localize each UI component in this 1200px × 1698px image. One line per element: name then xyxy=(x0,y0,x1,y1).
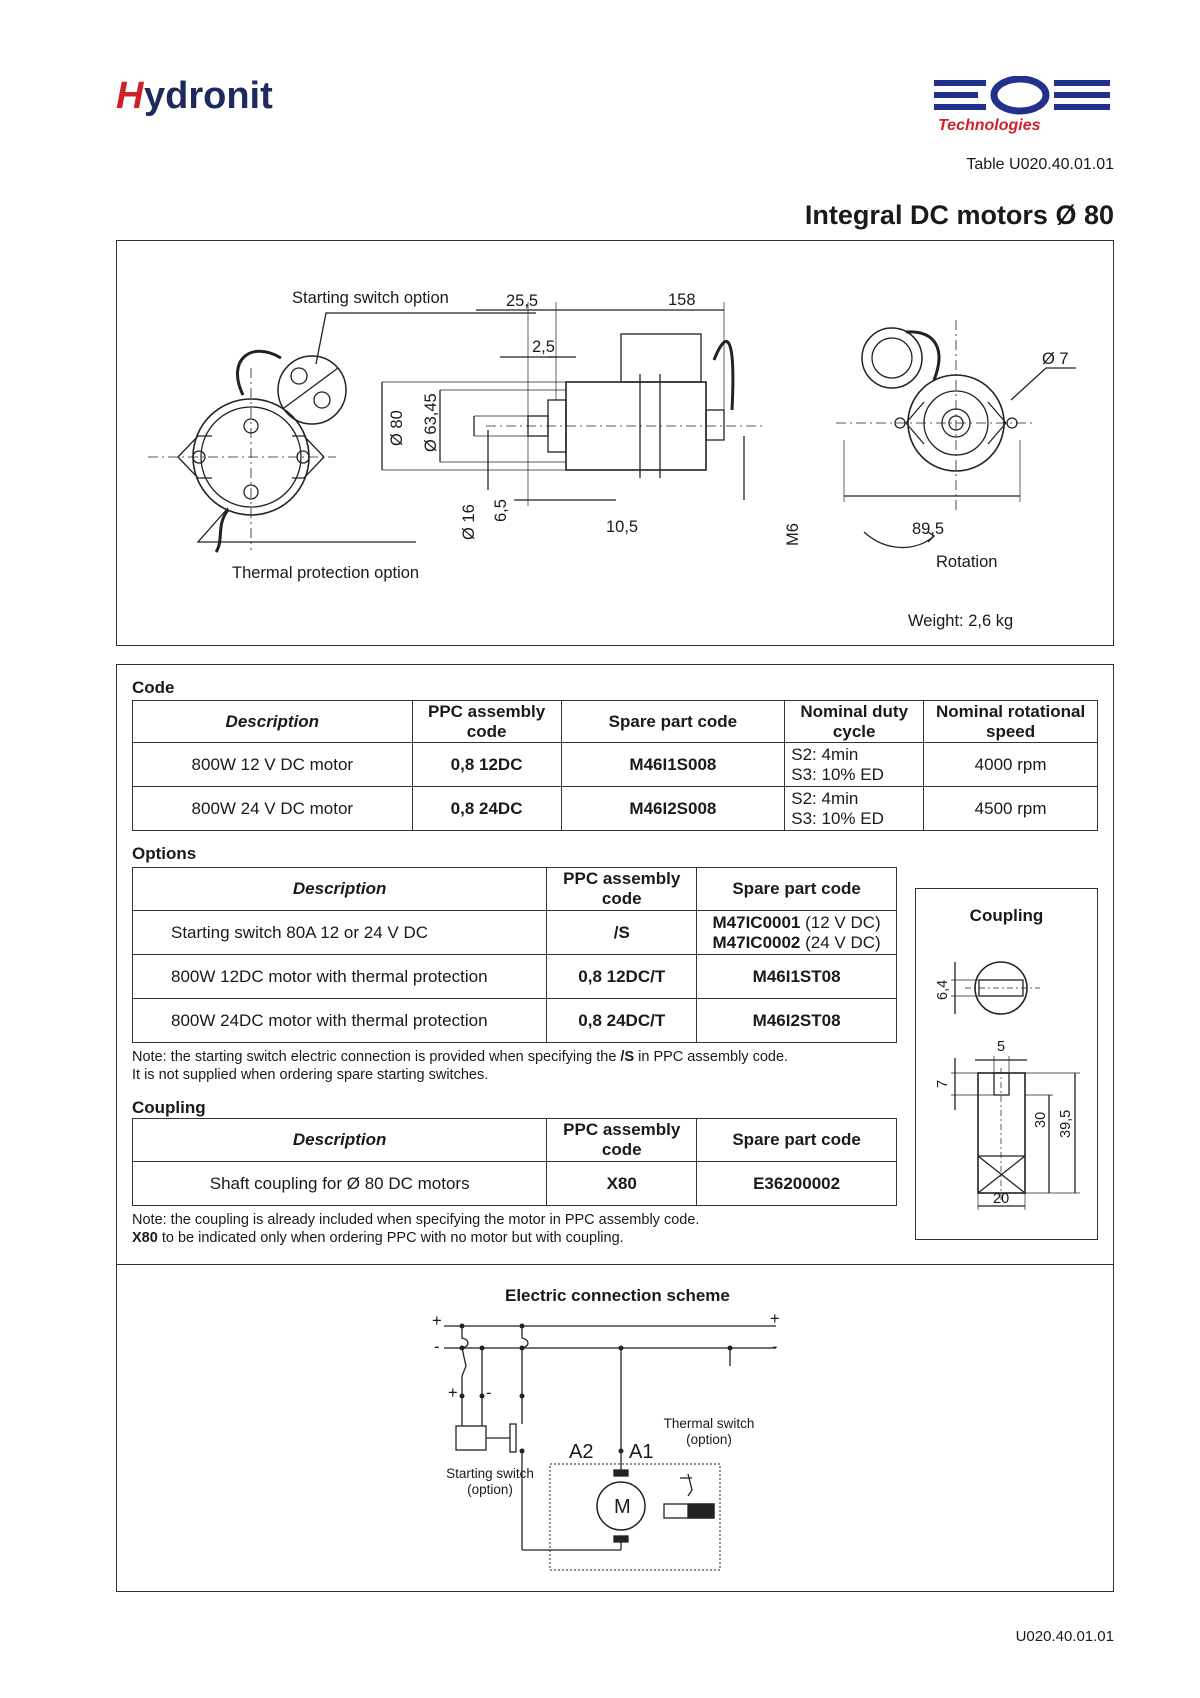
options-row-spare: M46I1ST08 xyxy=(697,955,897,999)
thermal-protection-option-label: Thermal protection option xyxy=(232,564,420,582)
starting-switch-label: Starting switch xyxy=(446,1466,534,1481)
options-note-text: in PPC assembly code. xyxy=(634,1049,789,1065)
code-section-title: Code xyxy=(132,678,175,697)
duty-line: S3: 10% ED xyxy=(791,764,884,784)
spare-code: M47IC0002 xyxy=(712,932,801,952)
electric-scheme-title: Electric connection scheme xyxy=(505,1286,730,1305)
duty-line: S3: 10% ED xyxy=(791,808,884,828)
code-row-spare: M46I1S008 xyxy=(561,743,785,787)
options-note xyxy=(132,1048,788,1084)
options-note-bold: /S xyxy=(620,1049,635,1065)
code-header-speed: Nominal rotational speed xyxy=(924,701,1098,743)
coupling-note-text: Note: the coupling is already included when specifying the motor in PPC assembly code. xyxy=(132,1212,700,1228)
coupling-row-description: Shaft coupling for Ø 80 DC motors xyxy=(133,1162,547,1206)
dim-diameter-80: Ø 80 xyxy=(388,410,406,446)
coupling-dim-7: 7 xyxy=(935,1079,951,1088)
code-row-description: 800W 24 V DC motor xyxy=(133,787,413,831)
coupling-dim-20: 20 xyxy=(993,1191,1010,1207)
options-row-ppc: 0,8 24DC/T xyxy=(547,999,697,1043)
table-row xyxy=(133,743,1098,787)
options-note-line2: It is not supplied when ordering spare starting switches. xyxy=(132,1067,489,1083)
dim-89-5: 89,5 xyxy=(912,520,945,538)
table-row xyxy=(133,787,1098,831)
page-title: Integral DC motors Ø 80 xyxy=(804,200,1114,230)
options-row-description: Starting switch 80A 12 or 24 V DC xyxy=(133,911,547,955)
options-row-spare xyxy=(697,911,897,955)
code-row-description: 800W 12 V DC motor xyxy=(133,743,413,787)
coupling-dim-30: 30 xyxy=(1033,1111,1049,1128)
hydronit-logo xyxy=(116,72,382,128)
spare-code-voltage: (24 V DC) xyxy=(800,932,881,952)
coupling-dim-6-4: 6,4 xyxy=(935,979,951,1000)
scheme-plus-left: + xyxy=(432,1312,442,1330)
options-header-ppc: PPC assembly code xyxy=(547,868,697,911)
scheme-minus-right: - xyxy=(772,1338,778,1356)
options-table xyxy=(132,867,897,1043)
code-row-speed: 4000 rpm xyxy=(924,743,1098,787)
options-row-description: 800W 24DC motor with thermal protection xyxy=(133,999,547,1043)
scheme-minus-left: - xyxy=(434,1338,440,1356)
dim-25-5: 25,5 xyxy=(506,292,539,310)
options-row-ppc: 0,8 12DC/T xyxy=(547,955,697,999)
table-row xyxy=(133,999,897,1043)
switch-plus: + xyxy=(448,1384,458,1402)
coupling-header-spare: Spare part code xyxy=(697,1119,897,1162)
coupling-header-ppc: PPC assembly code xyxy=(547,1119,697,1162)
motor-technical-drawing xyxy=(116,240,1114,646)
svg-text:H: H xyxy=(116,75,144,117)
table-reference: Table U020.40.01.01 xyxy=(966,156,1114,173)
duty-line: S2: 4min xyxy=(791,788,859,808)
svg-text:ydronit: ydronit xyxy=(144,75,273,117)
options-header-spare: Spare part code xyxy=(697,868,897,911)
code-header-duty: Nominal duty cycle xyxy=(785,701,924,743)
code-row-speed: 4500 rpm xyxy=(924,787,1098,831)
spare-code-voltage: (12 V DC) xyxy=(800,912,881,932)
coupling-table xyxy=(132,1118,897,1206)
code-row-ppc: 0,8 24DC xyxy=(412,787,561,831)
spare-code: M47IC0001 xyxy=(712,912,801,932)
coupling-drawing xyxy=(915,888,1098,1240)
options-header-description: Description xyxy=(133,868,547,911)
code-row-duty xyxy=(785,787,924,831)
dim-diameter-63-45: Ø 63,45 xyxy=(422,393,440,452)
options-row-spare: M46I2ST08 xyxy=(697,999,897,1043)
dim-158: 158 xyxy=(668,291,696,309)
code-header-spare: Spare part code xyxy=(561,701,785,743)
table-row xyxy=(133,1162,897,1206)
code-table xyxy=(132,700,1098,831)
switch-minus: - xyxy=(486,1384,492,1402)
thermal-switch-label: Thermal switch xyxy=(663,1416,755,1431)
coupling-note-text: to be indicated only when ordering PPC with no motor but with coupling. xyxy=(157,1230,624,1246)
code-header-description: Description xyxy=(133,701,413,743)
terminal-a1: A1 xyxy=(629,1441,654,1463)
dim-diameter-7: Ø 7 xyxy=(1042,350,1069,368)
code-row-duty xyxy=(785,743,924,787)
coupling-section-title: Coupling xyxy=(132,1098,206,1117)
scheme-plus-right: + xyxy=(770,1310,780,1328)
coupling-drawing-title: Coupling xyxy=(969,906,1044,925)
dim-6-5: 6,5 xyxy=(492,499,510,522)
coupling-dim-39-5: 39,5 xyxy=(1058,1109,1074,1138)
options-note-text: Note: the starting switch electric connection is provided when specifying the xyxy=(132,1049,621,1065)
starting-switch-option-label: Starting switch option xyxy=(292,289,449,307)
weight-label: Weight: 2,6 kg xyxy=(908,612,1014,630)
motor-symbol: M xyxy=(614,1496,631,1518)
code-header-ppc: PPC assembly code xyxy=(412,701,561,743)
electric-connection-scheme xyxy=(430,1306,800,1576)
section-divider xyxy=(116,1264,1114,1265)
duty-line: S2: 4min xyxy=(791,744,859,764)
code-row-spare: M46I2S008 xyxy=(561,787,785,831)
dim-10-5: 10,5 xyxy=(606,518,639,536)
coupling-dim-5: 5 xyxy=(997,1039,1006,1055)
coupling-note-bold: X80 xyxy=(132,1230,158,1246)
coupling-row-ppc: X80 xyxy=(547,1162,697,1206)
dim-m6: M6 xyxy=(784,523,802,546)
rotation-label: Rotation xyxy=(936,553,998,571)
footer-code: U020.40.01.01 xyxy=(1015,1628,1114,1645)
eos-technologies-logo xyxy=(934,76,1114,140)
svg-text:Technologies: Technologies xyxy=(938,117,1041,134)
starting-switch-option: (option) xyxy=(467,1482,513,1497)
terminal-a2: A2 xyxy=(569,1441,594,1463)
thermal-switch-option: (option) xyxy=(686,1432,732,1447)
options-section-title: Options xyxy=(132,844,197,863)
options-row-description: 800W 12DC motor with thermal protection xyxy=(133,955,547,999)
dim-2-5: 2,5 xyxy=(532,338,555,356)
options-row-ppc: /S xyxy=(547,911,697,955)
dim-diameter-16: Ø 16 xyxy=(460,504,478,540)
table-row xyxy=(133,911,897,955)
coupling-row-spare: E36200002 xyxy=(697,1162,897,1206)
table-row xyxy=(133,955,897,999)
coupling-header-description: Description xyxy=(133,1119,547,1162)
coupling-note xyxy=(132,1211,699,1247)
code-row-ppc: 0,8 12DC xyxy=(412,743,561,787)
